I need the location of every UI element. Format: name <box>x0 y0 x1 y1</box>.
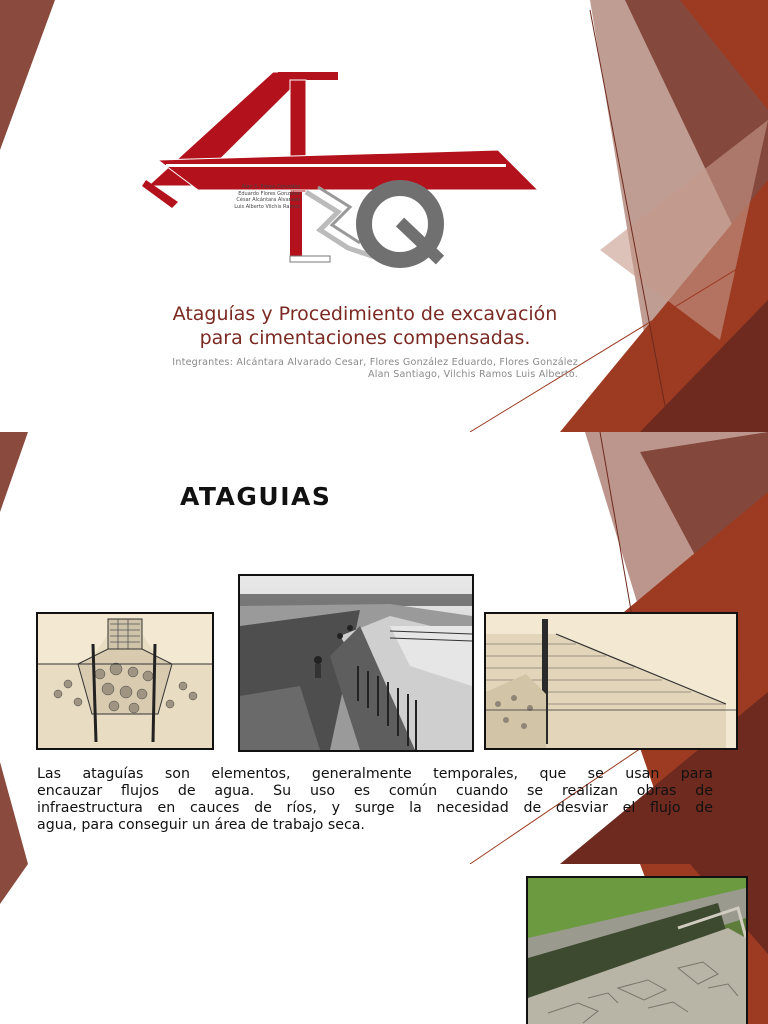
team-members <box>100 357 578 381</box>
body-line-4: agua, para conseguir un área de trabajo seca. <box>37 817 365 833</box>
members-line-1: Integrantes: Alcántara Alvarado Cesar, Flores González Eduardo, Flores González <box>172 357 578 368</box>
logo-authors <box>230 184 300 210</box>
members-line-2: Alan Santiago, Vilchis Ramos Luis Alberto. <box>367 369 578 380</box>
cofferdam-embankment-drawing <box>484 612 738 750</box>
logo-author-1: Alan S. Flores González <box>241 184 300 190</box>
body-line-2: encauzar flujos de agua. Su uso es común cuando se realizan obras de <box>37 783 713 799</box>
stone-channel-illustration <box>528 878 746 1024</box>
title-line-1: Ataguías y Procedimiento de excavación <box>172 303 558 325</box>
cofferdam-cross-section-drawing <box>36 612 214 750</box>
title-line-2: para cimentaciones compensadas. <box>199 327 531 349</box>
next-slide <box>0 864 768 1024</box>
logo-author-3: César Alcántara Alvarado <box>236 197 300 203</box>
title-slide <box>0 0 768 432</box>
embankment-illustration <box>486 614 736 748</box>
body-line-1: Las ataguías son elementos, generalmente temporales, que se usan para <box>37 766 713 782</box>
presentation-title <box>80 302 650 350</box>
logo-author-2: Eduardo Flores González <box>238 190 300 197</box>
section-heading: ATAGUIAS <box>180 482 332 511</box>
stone-channel-photo <box>526 876 748 1024</box>
cofferdam-construction-photo <box>238 574 474 752</box>
construction-photo-illustration <box>240 576 472 750</box>
cross-section-illustration <box>38 614 212 748</box>
ataguias-description <box>37 766 713 834</box>
body-line-3: infraestructura en cauces de ríos, y surge la necesidad de desviar el flujo de <box>37 800 713 816</box>
atlq-logo <box>138 62 542 272</box>
logo-author-4: Luis Alberto Vilchis Ramos <box>234 203 300 210</box>
